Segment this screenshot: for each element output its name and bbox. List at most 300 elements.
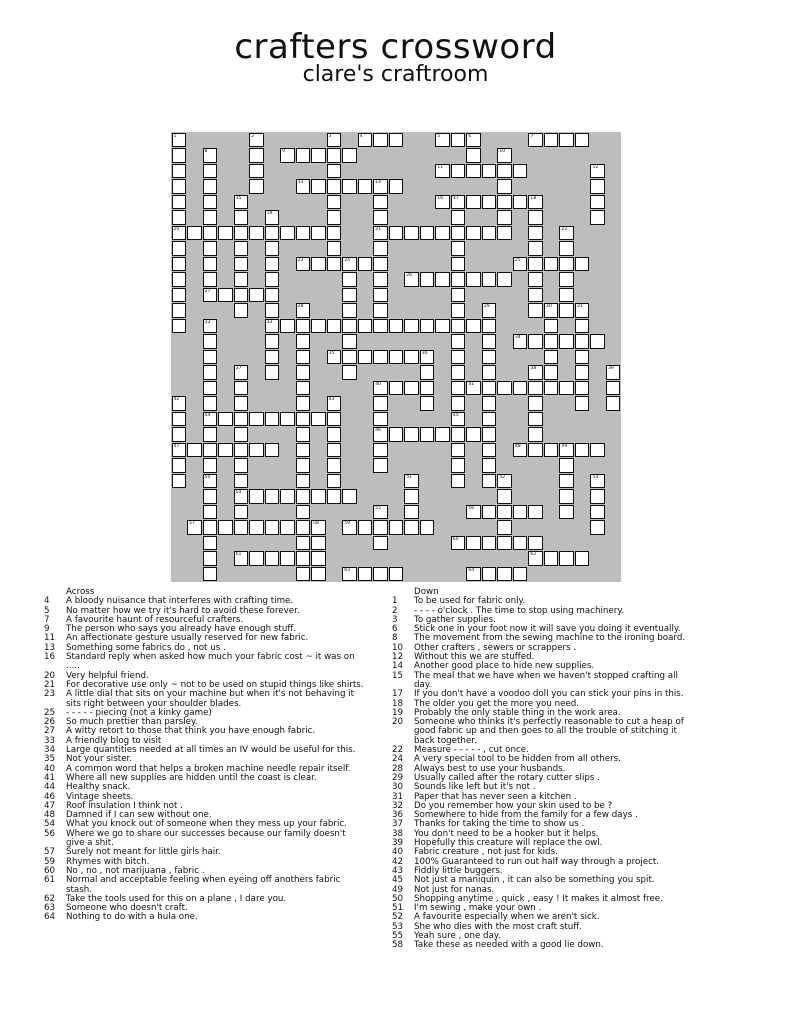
- grid-cell[interactable]: [466, 381, 481, 396]
- grid-cell[interactable]: [280, 489, 295, 504]
- grid-cell[interactable]: [234, 443, 249, 458]
- grid-cell[interactable]: [404, 226, 419, 241]
- grid-cell[interactable]: [265, 272, 280, 287]
- grid-cell[interactable]: [342, 319, 357, 334]
- grid-cell[interactable]: [172, 210, 187, 225]
- grid-cell[interactable]: [172, 148, 187, 163]
- grid-cell[interactable]: [203, 489, 218, 504]
- grid-cell[interactable]: [590, 474, 605, 489]
- grid-cell[interactable]: [296, 474, 311, 489]
- grid-cell[interactable]: [172, 241, 187, 256]
- grid-cell[interactable]: [218, 226, 233, 241]
- grid-cell[interactable]: [559, 303, 574, 318]
- grid-cell[interactable]: [327, 474, 342, 489]
- grid-cell[interactable]: [559, 226, 574, 241]
- grid-cell[interactable]: [575, 257, 590, 272]
- grid-cell[interactable]: [296, 179, 311, 194]
- grid-cell[interactable]: [249, 412, 264, 427]
- grid-cell[interactable]: [389, 350, 404, 365]
- grid-cell[interactable]: [373, 133, 388, 148]
- grid-cell[interactable]: [451, 443, 466, 458]
- grid-cell[interactable]: [497, 520, 512, 535]
- grid-cell[interactable]: [249, 551, 264, 566]
- grid-cell[interactable]: [234, 241, 249, 256]
- grid-cell[interactable]: [451, 350, 466, 365]
- grid-cell[interactable]: [435, 133, 450, 148]
- grid-cell[interactable]: [528, 334, 543, 349]
- grid-cell[interactable]: [404, 489, 419, 504]
- grid-cell[interactable]: [296, 396, 311, 411]
- grid-cell[interactable]: [327, 350, 342, 365]
- grid-cell[interactable]: [203, 520, 218, 535]
- grid-cell[interactable]: [590, 179, 605, 194]
- grid-cell[interactable]: [265, 350, 280, 365]
- grid-cell[interactable]: [311, 412, 326, 427]
- grid-cell[interactable]: [234, 257, 249, 272]
- grid-cell[interactable]: [497, 567, 512, 582]
- grid-cell[interactable]: [249, 226, 264, 241]
- grid-cell[interactable]: [234, 381, 249, 396]
- grid-cell[interactable]: [172, 443, 187, 458]
- grid-cell[interactable]: [342, 520, 357, 535]
- grid-cell[interactable]: [513, 195, 528, 210]
- grid-cell[interactable]: [373, 319, 388, 334]
- grid-cell[interactable]: [234, 520, 249, 535]
- grid-cell[interactable]: [234, 226, 249, 241]
- grid-cell[interactable]: [172, 164, 187, 179]
- grid-cell[interactable]: [234, 489, 249, 504]
- grid-cell[interactable]: [451, 241, 466, 256]
- grid-cell[interactable]: [172, 458, 187, 473]
- grid-cell[interactable]: [373, 443, 388, 458]
- grid-cell[interactable]: [296, 505, 311, 520]
- grid-cell[interactable]: [528, 381, 543, 396]
- grid-cell[interactable]: [420, 396, 435, 411]
- grid-cell[interactable]: [559, 133, 574, 148]
- grid-cell[interactable]: [327, 148, 342, 163]
- grid-cell[interactable]: [203, 179, 218, 194]
- grid-cell[interactable]: [466, 505, 481, 520]
- grid-cell[interactable]: [389, 133, 404, 148]
- grid-cell[interactable]: [482, 567, 497, 582]
- grid-cell[interactable]: [544, 443, 559, 458]
- grid-cell[interactable]: [296, 365, 311, 380]
- grid-cell[interactable]: [435, 195, 450, 210]
- grid-cell[interactable]: [327, 443, 342, 458]
- grid-cell[interactable]: [466, 319, 481, 334]
- grid-cell[interactable]: [172, 179, 187, 194]
- grid-cell[interactable]: [575, 381, 590, 396]
- grid-cell[interactable]: [265, 551, 280, 566]
- grid-cell[interactable]: [528, 303, 543, 318]
- grid-cell[interactable]: [559, 334, 574, 349]
- grid-cell[interactable]: [528, 551, 543, 566]
- grid-cell[interactable]: [249, 179, 264, 194]
- grid-cell[interactable]: [172, 257, 187, 272]
- grid-cell[interactable]: [482, 381, 497, 396]
- grid-cell[interactable]: [466, 195, 481, 210]
- grid-cell[interactable]: [234, 551, 249, 566]
- grid-cell[interactable]: [389, 427, 404, 442]
- grid-cell[interactable]: [420, 365, 435, 380]
- grid-cell[interactable]: [327, 396, 342, 411]
- grid-cell[interactable]: [373, 195, 388, 210]
- grid-cell[interactable]: [435, 272, 450, 287]
- grid-cell[interactable]: [590, 334, 605, 349]
- grid-cell[interactable]: [172, 226, 187, 241]
- grid-cell[interactable]: [544, 334, 559, 349]
- grid-cell[interactable]: [296, 303, 311, 318]
- grid-cell[interactable]: [280, 520, 295, 535]
- grid-cell[interactable]: [203, 210, 218, 225]
- grid-cell[interactable]: [342, 272, 357, 287]
- grid-cell[interactable]: [172, 288, 187, 303]
- grid-cell[interactable]: [234, 458, 249, 473]
- grid-cell[interactable]: [513, 257, 528, 272]
- grid-cell[interactable]: [451, 427, 466, 442]
- grid-cell[interactable]: [435, 427, 450, 442]
- grid-cell[interactable]: [203, 458, 218, 473]
- grid-cell[interactable]: [203, 551, 218, 566]
- grid-cell[interactable]: [513, 164, 528, 179]
- grid-cell[interactable]: [528, 365, 543, 380]
- grid-cell[interactable]: [373, 350, 388, 365]
- grid-cell[interactable]: [404, 319, 419, 334]
- grid-cell[interactable]: [265, 443, 280, 458]
- grid-cell[interactable]: [203, 381, 218, 396]
- grid-cell[interactable]: [342, 489, 357, 504]
- grid-cell[interactable]: [575, 350, 590, 365]
- grid-cell[interactable]: [218, 412, 233, 427]
- grid-cell[interactable]: [482, 319, 497, 334]
- grid-cell[interactable]: [234, 474, 249, 489]
- grid-cell[interactable]: [373, 458, 388, 473]
- grid-cell[interactable]: [559, 551, 574, 566]
- grid-cell[interactable]: [528, 241, 543, 256]
- grid-cell[interactable]: [311, 257, 326, 272]
- grid-cell[interactable]: [203, 241, 218, 256]
- grid-cell[interactable]: [513, 443, 528, 458]
- grid-cell[interactable]: [404, 427, 419, 442]
- grid-cell[interactable]: [451, 210, 466, 225]
- grid-cell[interactable]: [466, 148, 481, 163]
- grid-cell[interactable]: [296, 489, 311, 504]
- grid-cell[interactable]: [172, 319, 187, 334]
- grid-cell[interactable]: [544, 350, 559, 365]
- grid-cell[interactable]: [358, 350, 373, 365]
- grid-cell[interactable]: [327, 489, 342, 504]
- grid-cell[interactable]: [280, 148, 295, 163]
- grid-cell[interactable]: [203, 257, 218, 272]
- grid-cell[interactable]: [482, 536, 497, 551]
- grid-cell[interactable]: [451, 381, 466, 396]
- grid-cell[interactable]: [544, 257, 559, 272]
- grid-cell[interactable]: [265, 412, 280, 427]
- grid-cell[interactable]: [280, 226, 295, 241]
- grid-cell[interactable]: [311, 226, 326, 241]
- grid-cell[interactable]: [373, 257, 388, 272]
- grid-cell[interactable]: [528, 505, 543, 520]
- grid-cell[interactable]: [559, 257, 574, 272]
- grid-cell[interactable]: [342, 148, 357, 163]
- grid-cell[interactable]: [420, 520, 435, 535]
- grid-cell[interactable]: [311, 489, 326, 504]
- grid-cell[interactable]: [358, 133, 373, 148]
- grid-cell[interactable]: [590, 164, 605, 179]
- grid-cell[interactable]: [575, 319, 590, 334]
- grid-cell[interactable]: [575, 551, 590, 566]
- grid-cell[interactable]: [482, 195, 497, 210]
- grid-cell[interactable]: [528, 288, 543, 303]
- grid-cell[interactable]: [358, 567, 373, 582]
- grid-cell[interactable]: [296, 427, 311, 442]
- grid-cell[interactable]: [203, 365, 218, 380]
- grid-cell[interactable]: [311, 520, 326, 535]
- grid-cell[interactable]: [528, 226, 543, 241]
- grid-cell[interactable]: [203, 396, 218, 411]
- grid-cell[interactable]: [203, 427, 218, 442]
- grid-cell[interactable]: [528, 210, 543, 225]
- grid-cell[interactable]: [373, 272, 388, 287]
- grid-cell[interactable]: [373, 412, 388, 427]
- grid-cell[interactable]: [249, 148, 264, 163]
- grid-cell[interactable]: [358, 520, 373, 535]
- grid-cell[interactable]: [172, 412, 187, 427]
- grid-cell[interactable]: [249, 133, 264, 148]
- grid-cell[interactable]: [575, 303, 590, 318]
- grid-cell[interactable]: [482, 474, 497, 489]
- grid-cell[interactable]: [451, 412, 466, 427]
- grid-cell[interactable]: [389, 520, 404, 535]
- grid-cell[interactable]: [575, 365, 590, 380]
- grid-cell[interactable]: [296, 350, 311, 365]
- grid-cell[interactable]: [187, 520, 202, 535]
- grid-cell[interactable]: [203, 164, 218, 179]
- grid-cell[interactable]: [358, 319, 373, 334]
- grid-cell[interactable]: [265, 334, 280, 349]
- grid-cell[interactable]: [389, 381, 404, 396]
- grid-cell[interactable]: [451, 272, 466, 287]
- grid-cell[interactable]: [404, 505, 419, 520]
- grid-cell[interactable]: [373, 210, 388, 225]
- grid-cell[interactable]: [497, 505, 512, 520]
- grid-cell[interactable]: [296, 567, 311, 582]
- grid-cell[interactable]: [451, 257, 466, 272]
- grid-cell[interactable]: [203, 505, 218, 520]
- grid-cell[interactable]: [497, 164, 512, 179]
- grid-cell[interactable]: [482, 458, 497, 473]
- grid-cell[interactable]: [218, 520, 233, 535]
- grid-cell[interactable]: [544, 133, 559, 148]
- grid-cell[interactable]: [497, 179, 512, 194]
- grid-cell[interactable]: [451, 365, 466, 380]
- grid-cell[interactable]: [528, 536, 543, 551]
- grid-cell[interactable]: [389, 179, 404, 194]
- grid-cell[interactable]: [203, 334, 218, 349]
- grid-cell[interactable]: [203, 536, 218, 551]
- grid-cell[interactable]: [234, 210, 249, 225]
- grid-cell[interactable]: [590, 210, 605, 225]
- grid-cell[interactable]: [296, 257, 311, 272]
- grid-cell[interactable]: [420, 350, 435, 365]
- grid-cell[interactable]: [482, 303, 497, 318]
- grid-cell[interactable]: [327, 226, 342, 241]
- grid-cell[interactable]: [234, 505, 249, 520]
- grid-cell[interactable]: [497, 195, 512, 210]
- grid-cell[interactable]: [528, 443, 543, 458]
- grid-cell[interactable]: [451, 396, 466, 411]
- grid-cell[interactable]: [234, 195, 249, 210]
- grid-cell[interactable]: [575, 443, 590, 458]
- grid-cell[interactable]: [559, 458, 574, 473]
- grid-cell[interactable]: [265, 520, 280, 535]
- grid-cell[interactable]: [420, 427, 435, 442]
- grid-cell[interactable]: [451, 319, 466, 334]
- grid-cell[interactable]: [482, 443, 497, 458]
- grid-cell[interactable]: [187, 443, 202, 458]
- grid-cell[interactable]: [234, 272, 249, 287]
- grid-cell[interactable]: [451, 164, 466, 179]
- grid-cell[interactable]: [466, 536, 481, 551]
- grid-cell[interactable]: [451, 474, 466, 489]
- grid-cell[interactable]: [482, 412, 497, 427]
- grid-cell[interactable]: [373, 567, 388, 582]
- grid-cell[interactable]: [482, 427, 497, 442]
- grid-cell[interactable]: [172, 396, 187, 411]
- grid-cell[interactable]: [559, 505, 574, 520]
- grid-cell[interactable]: [544, 551, 559, 566]
- grid-cell[interactable]: [265, 210, 280, 225]
- grid-cell[interactable]: [296, 520, 311, 535]
- grid-cell[interactable]: [528, 427, 543, 442]
- grid-cell[interactable]: [389, 226, 404, 241]
- grid-cell[interactable]: [327, 195, 342, 210]
- grid-cell[interactable]: [528, 195, 543, 210]
- grid-cell[interactable]: [513, 567, 528, 582]
- grid-cell[interactable]: [203, 272, 218, 287]
- grid-cell[interactable]: [559, 241, 574, 256]
- grid-cell[interactable]: [389, 319, 404, 334]
- grid-cell[interactable]: [296, 381, 311, 396]
- grid-cell[interactable]: [373, 226, 388, 241]
- grid-cell[interactable]: [249, 164, 264, 179]
- grid-cell[interactable]: [497, 381, 512, 396]
- grid-cell[interactable]: [404, 350, 419, 365]
- grid-cell[interactable]: [528, 257, 543, 272]
- grid-cell[interactable]: [544, 303, 559, 318]
- grid-cell[interactable]: [528, 412, 543, 427]
- grid-cell[interactable]: [451, 458, 466, 473]
- grid-cell[interactable]: [497, 474, 512, 489]
- grid-cell[interactable]: [327, 241, 342, 256]
- grid-cell[interactable]: [482, 334, 497, 349]
- grid-cell[interactable]: [420, 226, 435, 241]
- grid-cell[interactable]: [218, 288, 233, 303]
- grid-cell[interactable]: [172, 474, 187, 489]
- grid-cell[interactable]: [342, 365, 357, 380]
- grid-cell[interactable]: [482, 365, 497, 380]
- grid-cell[interactable]: [513, 536, 528, 551]
- grid-cell[interactable]: [203, 195, 218, 210]
- grid-cell[interactable]: [265, 226, 280, 241]
- grid-cell[interactable]: [559, 474, 574, 489]
- grid-cell[interactable]: [606, 365, 621, 380]
- grid-cell[interactable]: [358, 257, 373, 272]
- grid-cell[interactable]: [234, 427, 249, 442]
- grid-cell[interactable]: [466, 164, 481, 179]
- grid-cell[interactable]: [296, 443, 311, 458]
- grid-cell[interactable]: [265, 489, 280, 504]
- grid-cell[interactable]: [327, 427, 342, 442]
- grid-cell[interactable]: [497, 489, 512, 504]
- grid-cell[interactable]: [327, 257, 342, 272]
- grid-cell[interactable]: [482, 272, 497, 287]
- grid-cell[interactable]: [296, 412, 311, 427]
- grid-cell[interactable]: [497, 536, 512, 551]
- grid-cell[interactable]: [482, 396, 497, 411]
- grid-cell[interactable]: [559, 381, 574, 396]
- grid-cell[interactable]: [172, 133, 187, 148]
- grid-cell[interactable]: [544, 365, 559, 380]
- grid-cell[interactable]: [373, 303, 388, 318]
- grid-cell[interactable]: [203, 350, 218, 365]
- grid-cell[interactable]: [234, 288, 249, 303]
- grid-cell[interactable]: [218, 443, 233, 458]
- grid-cell[interactable]: [404, 272, 419, 287]
- grid-cell[interactable]: [296, 334, 311, 349]
- grid-cell[interactable]: [296, 319, 311, 334]
- grid-cell[interactable]: [327, 164, 342, 179]
- grid-cell[interactable]: [373, 505, 388, 520]
- grid-cell[interactable]: [482, 505, 497, 520]
- grid-cell[interactable]: [404, 474, 419, 489]
- grid-cell[interactable]: [203, 567, 218, 582]
- grid-cell[interactable]: [296, 148, 311, 163]
- grid-cell[interactable]: [342, 350, 357, 365]
- grid-cell[interactable]: [513, 334, 528, 349]
- grid-cell[interactable]: [342, 179, 357, 194]
- grid-cell[interactable]: [327, 210, 342, 225]
- grid-cell[interactable]: [203, 288, 218, 303]
- grid-cell[interactable]: [544, 381, 559, 396]
- grid-cell[interactable]: [466, 226, 481, 241]
- grid-cell[interactable]: [327, 458, 342, 473]
- grid-cell[interactable]: [203, 443, 218, 458]
- grid-cell[interactable]: [234, 412, 249, 427]
- grid-cell[interactable]: [466, 133, 481, 148]
- grid-cell[interactable]: [404, 520, 419, 535]
- grid-cell[interactable]: [373, 396, 388, 411]
- grid-cell[interactable]: [172, 195, 187, 210]
- grid-cell[interactable]: [575, 133, 590, 148]
- grid-cell[interactable]: [435, 164, 450, 179]
- grid-cell[interactable]: [466, 272, 481, 287]
- grid-cell[interactable]: [311, 567, 326, 582]
- grid-cell[interactable]: [420, 381, 435, 396]
- grid-cell[interactable]: [606, 381, 621, 396]
- grid-cell[interactable]: [451, 195, 466, 210]
- grid-cell[interactable]: [342, 334, 357, 349]
- grid-cell[interactable]: [482, 164, 497, 179]
- grid-cell[interactable]: [234, 396, 249, 411]
- grid-cell[interactable]: [342, 288, 357, 303]
- grid-cell[interactable]: [497, 210, 512, 225]
- grid-cell[interactable]: [497, 226, 512, 241]
- grid-cell[interactable]: [559, 489, 574, 504]
- grid-cell[interactable]: [404, 381, 419, 396]
- grid-cell[interactable]: [172, 272, 187, 287]
- grid-cell[interactable]: [590, 520, 605, 535]
